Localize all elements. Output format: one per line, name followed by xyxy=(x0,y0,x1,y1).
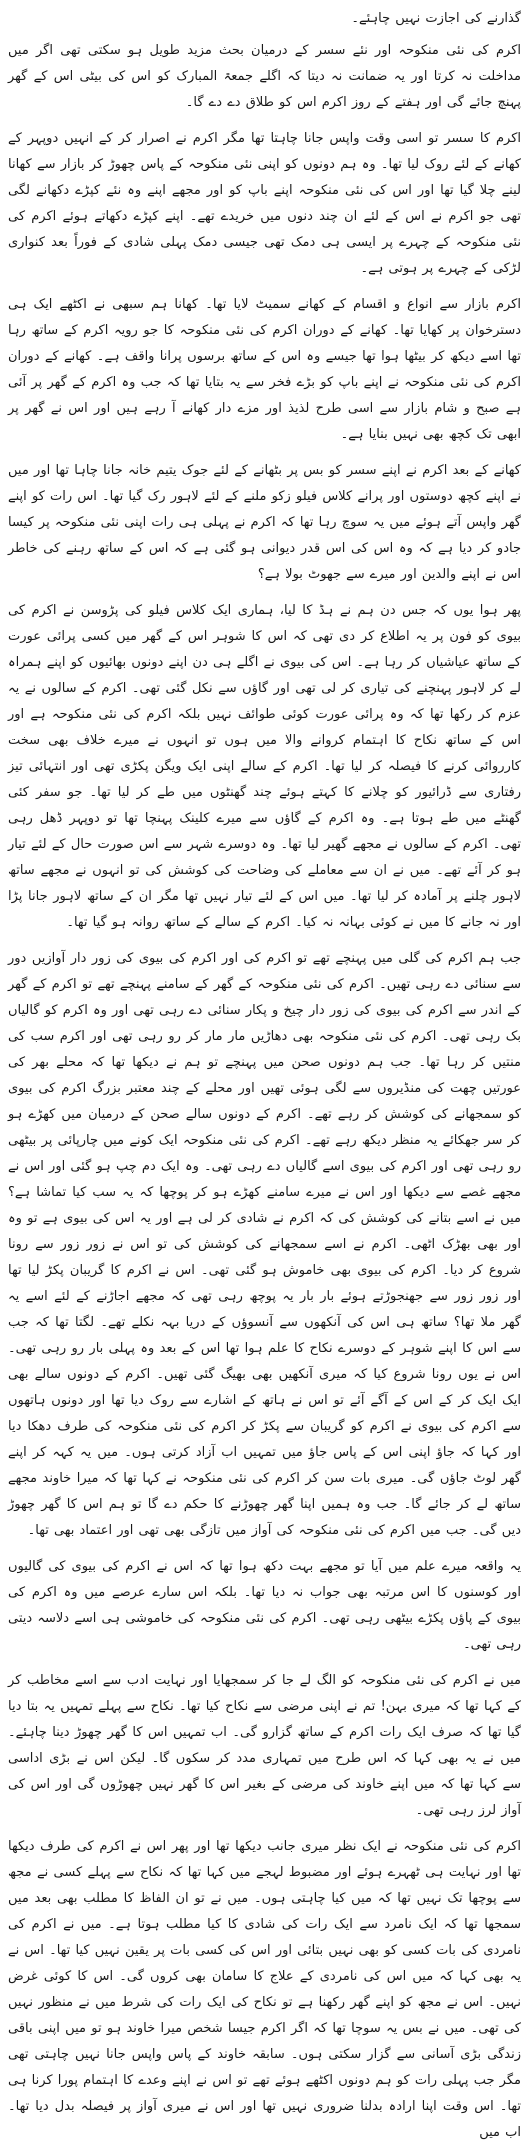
paragraph: جب ہم اکرم کی گلی میں پہنچے تھے تو اکرم کی اور اکرم کی بیوی کی زور دار آوازیں دور سے سنائی دے رہی تھیں۔ اکرم کی نئی منکوحہ کے گھر کے سامنے پہنچے تھے تو اکرم کے گھر کے اندر سے اکرم کی بیوی کی زور دار چیخ و پکار سنائی دے رہی تھی اور وہ اکرم کو گالیاں بک رہی تھی۔ اکرم کی نئی منکوحہ بھی دھاڑیں مار مار کر رو رہی تھی اور اکرم سب کی منتیں کر رہا تھا۔ جب ہم دونوں صحن میں پہنچے تو ہم نے دیکھا تھا کہ محلے بھر کی عورتیں چھت کی منڈیروں سے لگی ہوئی تھیں اور محلے کے چند معتبر بزرگ اکرم کی بیوی کو سمجھانے کی کوشش کر رہے تھے۔ اکرم کے دونوں سالے صحن کے درمیان میں کھڑے ہو کر سر جھکائے یہ منظر دیکھ رہے تھے۔ اکرم کی نئی منکوحہ ایک کونے میں چارپائی پر بیٹھی رو رہی تھی اور اکرم کی بیوی اسے گالیاں دے رہی تھی۔ وہ ایک دم چپ ہو گئی اور اس نے مجھے غصے سے دیکھا اور اس نے میرے سامنے کھڑے ہو کر پوچھا کہ یہ سب کیا تماشا ہے؟ میں نے اسے بتانے کی کوشش کی کہ اکرم نے شادی کر لی ہے اور یہ اس کی بیوی ہے تو وہ اور بھی بھڑک اٹھی۔ اکرم نے اسے سمجھانے کی کوشش کی تو اس نے زور زور سے رونا شروع کر دیا۔ اکرم کی بیوی بھی خاموش ہو گئی تھی۔ اس نے اکرم کا گریبان پکڑ لیا تھا اور زور زور سے جھنجوڑتے ہوئے بار بار یہ پوچھ رہی تھی کہ مجھے اجاڑنے کے لئے اسے یہ گھر ملا تھا؟ ساتھ ہی اس کی آنکھوں سے آنسوؤں کے دریا بہہ نکلے تھے۔ لگتا تھا کہ جب سے اس کا اپنے شوہر کے دوسرے نکاح کا علم ہوا تھا اس کے بعد وہ پہلی بار رو رہی تھی۔ اس نے یوں رونا شروع کیا کہ میری آنکھیں بھی بھیگ گئی تھیں۔ اکرم کے دونوں سالے بھی ایک ایک کر کے اس کے آگے آئے تو اس نے ہاتھ کے اشارے سے روک دیا تھا اور دونوں ہاتھوں سے اکرم کی بیوی نے اکرم کو گریبان سے پکڑ کر اکرم کی نئی منکوحہ کی طرف دھکا دیا اور کہا کہ جاؤ اپنی اس کے پاس جاؤ میں تمہیں اب آزاد کرتی ہوں۔ میں یہ کہہ کر اپنے گھر لوٹ جاؤں گی۔ میری بات سن کر اکرم کی نئی منکوحہ نے کہا تھا کہ میرا خاوند مجھے ساتھ لے کر جائے گا۔ جب وہ ہمیں اپنا گھر چھوڑنے کا حکم دے گا تو ہم اس کا گھر چھوڑ دیں گی۔ جب میں اکرم کی نئی منکوحہ کی آواز میں تازگی بھی تھی اور اعتماد بھی تھا۔ xyxy=(8,951,521,1538)
paragraph: اکرم بازار سے انواع و اقسام کے کھانے سمیٹ لایا تھا۔ کھانا ہم سبھی نے اکٹھے ایک ہی دسترخوان پر کھایا تھا۔ کھانے کے دوران اکرم کی نئی منکوحہ کا جو رویہ اکرم کے ساتھ رہا تھا اسے دیکھ کر بیٹھا ہوا تھا جیسے وہ اس کے ساتھ برسوں پرانا واقف ہے۔ کھانے کے دوران اکرم کی نئی منکوحہ نے اپنے باپ کو بڑے فخر سے یہ بتایا تھا کہ جب وہ اکرم کے گھر پر آئی ہے صبح و شام بازار سے اسی طرح لذیذ اور مزے دار کھانے آ رہے ہیں اور اس نے گھر پر ابھی تک کچھ بھی نہیں بنایا ہے۔ xyxy=(8,297,521,442)
paragraph: کھانے کے بعد اکرم نے اپنے سسر کو بس پر بٹھانے کے لئے جوک یتیم خانہ جانا چاہا تھا اور میں نے اپنے کچھ دوستوں اور پرانے کلاس فیلو زکو ملنے کے لئے لاہور رک گیا تھا۔ اس رات کو اپنے گھر واپس آتے ہوئے میں یہ سوچ رہا تھا کہ اکرم نے پہلی ہی رات اپنی نئی منکوحہ پر کیسا جادو کر دیا ہے کہ وہ اس کی اس قدر دیوانی ہو گئی ہے کہ اس کے ساتھ رہنے کی خاطر اس نے اپنے والدین اور میرے سے جھوٹ بولا ہے؟ xyxy=(8,463,521,582)
paragraph: اکرم کا سسر تو اسی وقت واپس جانا چاہتا تھا مگر اکرم نے اصرار کر کے انہیں دوپہر کے کھانے کے لئے روک لیا تھا۔ وہ ہم دونوں کو اپنی نئی منکوحہ کے پاس چھوڑ کر بازار سے کھانا لینے چلا گیا تھا اور اس کی نئی منکوحہ اپنے باپ کو اور مجھے اپنے وہ نئے کپڑے دکھانے لگی تھی جو اکرم نے اس کے لئے ان چند دنوں میں خریدے تھے۔ اپنے کپڑے دکھاتے ہوئے اکرم کی نئی منکوحہ کے چہرے پر ایسی ہی دمک تھی جیسی دمک پہلی شادی کے فوراً بعد کنواری لڑکی کے چہرے پر ہوتی ہے۔ xyxy=(8,131,521,276)
paragraph: گذارنے کی اجازت نہیں چاہئے۔ xyxy=(351,11,521,26)
paragraph: پھر ہوا یوں کہ جس دن ہم نے ہڈ کا لیا، ہماری ایک کلاس فیلو کی پڑوسن نے اکرم کی بیوی کو فون پر یہ اطلاع کر دی تھی کہ اس کا شوہر اس کے گھر میں کسی پرائی عورت کے ساتھ عیاشیاں کر رہا ہے۔ اس کی بیوی نے اگلے ہی دن اپنے دونوں بھائیوں کو اپنے ہمراہ لے کر لاہور پہنچنے کی تیاری کر لی تھی اور گاؤں سے نکل گئی تھی۔ اکرم کے سالوں نے یہ عزم کر رکھا تھا کہ وہ پرائی عورت کوئی طوائف نہیں بلکہ اکرم کی نئی منکوحہ ہے اور اس کے ساتھ نکاح کا اہتمام کروانے والا میں ہوں تو انہوں نے میرے خلاف بھی سخت کارروائی کرنے کا فیصلہ کر لیا تھا۔ اکرم کے سالے اپنی ایک ویگن پکڑی تھی اور انتہائی تیز رفتاری سے ڈرائیور کو چلانے کا کہتے ہوئے چند گھنٹوں میں طے کر لیا تھا۔ جو سفر کئی گھنٹے میں طے ہوتا ہے۔ وہ اکرم کے گاؤں سے میرے کلینک پہنچا تھا تو دوپہر ڈھل رہی تھی۔ اکرم کے سالوں نے مجھے گھیر لیا تھا۔ وہ دوسرے شہر سے اس صورت حال کے لئے تیار ہو کر آئے تھے۔ میں نے ان سے معاملے کی وضاحت کی کوشش کی تو انہوں نے مجھے ساتھ لاہور چلنے پر آمادہ کر لیا تھا۔ میں اس کے لئے تیار نہیں تھا مگر ان کے ساتھ لاہور جانا پڑا اور نہ جانے کا میں نے کوئی بہانہ نہ کیا۔ اکرم کے سالے کے ساتھ روانہ ہو گیا تھا۔ xyxy=(8,603,521,930)
paragraph: میں نے اکرم کی نئی منکوحہ کو الگ لے جا کر سمجھایا اور نہایت ادب سے اسے مخاطب کر کے کہا تھا کہ میری بہن! تم نے اپنی مرضی سے نکاح کیا تھا۔ نکاح سے پہلے تمہیں یہ بتا دیا گیا تھا کہ صرف ایک رات اکرم کے ساتھ گزارو گی۔ اب تمہیں اس کا گھر چھوڑ دینا چاہئے۔ میں نے یہ بھی کہا کہ اس طرح میں تمہاری مدد کر سکوں گا۔ لیکن اس نے بڑی اداسی سے کہا تھا کہ میں اپنے خاوند کی مرضی کے بغیر اس کا گھر نہیں چھوڑوں گی اور اس کی آواز لرز رہی تھی۔ xyxy=(8,1673,521,1818)
paragraph: اکرم کی نئی منکوحہ اور نئے سسر کے درمیان بحث مزید طویل ہو سکتی تھی اگر میں مداخلت نہ کرتا اور یہ ضمانت نہ دیتا کہ اگلے جمعۃ المبارک کو اس کی بیٹی اس کے گھر پہنچ جائے گی اور ہفتے کے روز اکرم اس کو طلاق دے دے گا۔ xyxy=(8,43,521,110)
paragraph: یہ واقعہ میرے علم میں آیا تو مجھے بہت دکھ ہوا تھا کہ اس نے اکرم کی بیوی کی گالیوں اور کوسنوں کا اس مرتبہ بھی جواب نہ دیا تھا۔ بلکہ اس سارے عرصے میں وہ اکرم کی بیوی کے پاؤں پکڑے بیٹھی رہی تھی۔ اکرم کی نئی منکوحہ کی خاموشی ہی اسے دلاسہ دیتی رہی تھی۔ xyxy=(8,1559,521,1652)
paragraph: اکرم کی نئی منکوحہ نے ایک نظر میری جانب دیکھا تھا اور پھر اس نے اکرم کی طرف دیکھا تھا اور نہایت ہی ٹھہرے ہوئے اور مضبوط لہجے میں کہا تھا کہ نکاح سے پہلے کسی نے مجھ سے پوچھا تک نہیں تھا کہ میں کیا چاہتی ہوں۔ میں نے تو ان الفاظ کا مطلب بھی بعد میں سمجھا تھا کہ ایک نامرد سے ایک رات کی شادی کا کیا مطلب ہوتا ہے۔ میں نے اکرم کی نامردی کی بات کسی کو بھی نہیں بتائی اور اس کی کسی بات پر یقین نہیں کیا تھا۔ اس نے یہ بھی کہا کہ میں اس کی نامردی کے علاج کا سامان بھی کروں گی۔ اس کا کوئی غرض نہیں۔ اس نے مجھ کو اپنے گھر رکھنا ہے تو نکاح کی ایک رات کی شرط میں نے منظور نہیں کی تھی۔ میں نے بس یہ سوچا تھا کہ اگر اکرم جیسا شخص میرا خاوند ہو تو میں اپنی باقی زندگی بڑی آسانی سے گزار سکتی ہوں۔ سابقہ خاوند کے پاس واپس جانا نہیں چاہتی تھی مگر جب پہلی رات کو ہم دونوں اکٹھے ہوئے تھے تو اس نے اپنے وعدے کا اہتمام پورا کرنا ہی تھا۔ اس وقت اپنا ارادہ بدلنا ضروری نہیں تھا اور اس نے میری آواز پر فیصلہ بدل دیا تھا۔ اب میں xyxy=(8,1839,521,2140)
